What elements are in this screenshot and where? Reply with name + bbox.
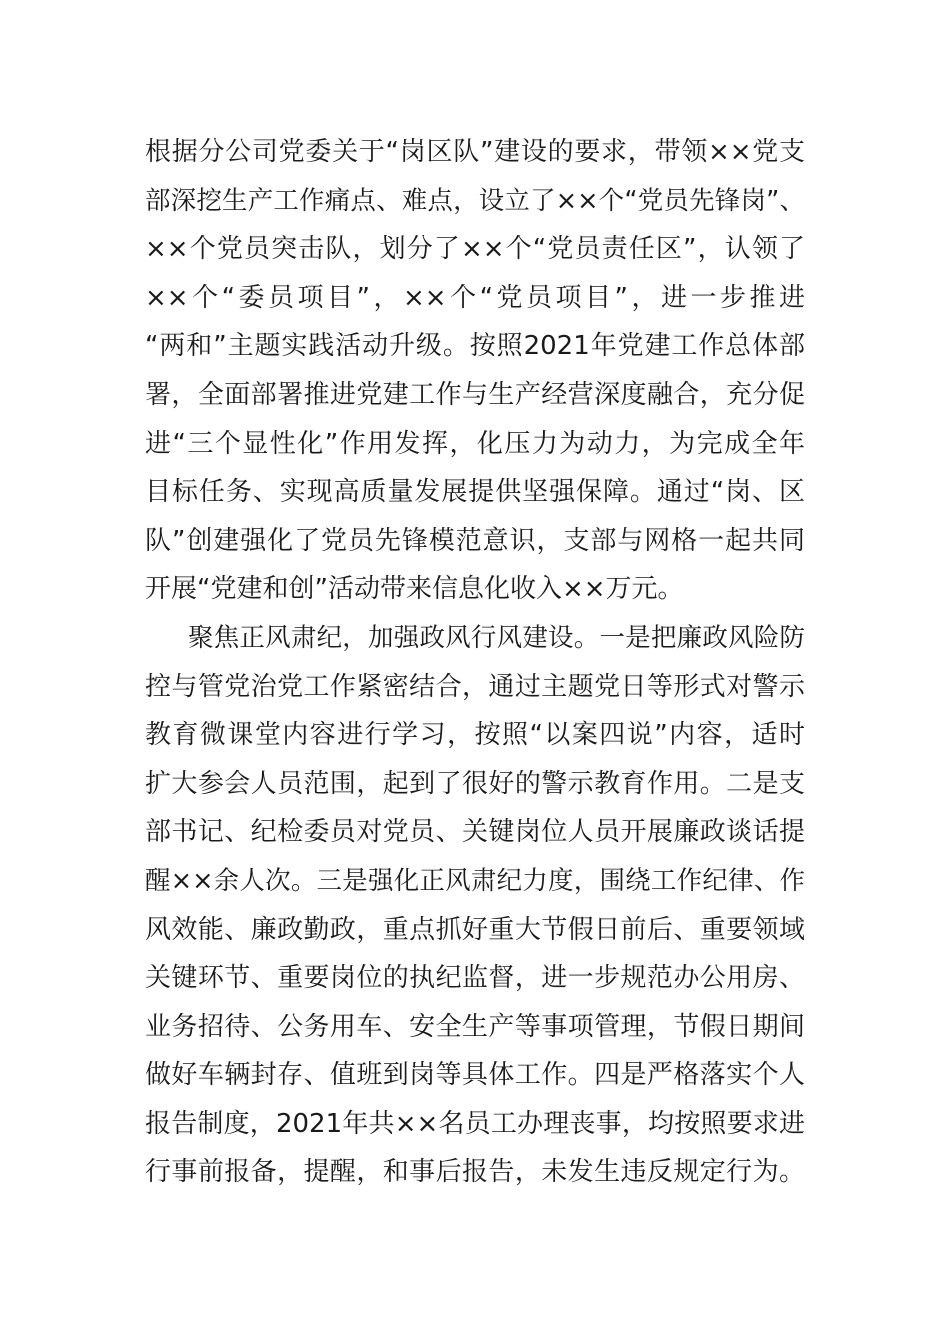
paragraph-line: 报告制度，2021年共××名员工办理丧事，均按照要求进	[145, 1108, 805, 1139]
paragraph-line: 业务招待、公务用车、安全生产等事项管理，节假日期间	[145, 1011, 805, 1042]
paragraph-line: 控与管党治党工作紧密结合，通过主题党日等形式对警示	[145, 671, 805, 702]
paragraph-line: 关键环节、重要岗位的执纪监督，进一步规范办公用房、	[145, 963, 805, 994]
paragraph-line: 署，全面部署推进党建工作与生产经营深度融合，充分促	[145, 379, 805, 410]
paragraph-line: 风效能、廉政勤政，重点抓好重大节假日前后、重要领域	[145, 914, 805, 945]
paragraph-line: 进“三个显性化”作用发挥，化压力为动力，为完成全年	[145, 428, 805, 459]
paragraph-line: ××个“委员项目”，××个“党员项目”，进一步推进	[145, 282, 805, 313]
paragraph-line: 教育微课堂内容进行学习，按照“以案四说”内容，适时	[145, 720, 805, 751]
paragraph-line: 醒××余人次。三是强化正风肃纪力度，围绕工作纪律、作	[145, 865, 805, 896]
paragraph-line: 扩大参会人员范围，起到了很好的警示教育作用。二是支	[145, 768, 805, 799]
paragraph-line: 部书记、纪检委员对党员、关键岗位人员开展廉政谈话提	[145, 817, 805, 848]
paragraph-line: 行事前报备，提醒，和事后报告，未发生违反规定行为。	[145, 1157, 805, 1188]
paragraph-line: “两和”主题实践活动升级。按照2021年党建工作总体部	[145, 331, 805, 362]
paragraph-line: 部深挖生产工作痛点、难点，设立了××个“党员先锋岗”、	[145, 185, 805, 216]
paragraph-line: ××个党员突击队，划分了××个“党员责任区”，认领了	[145, 234, 805, 265]
paragraph-line: 队”创建强化了党员先锋模范意识，支部与网格一起共同	[145, 525, 805, 556]
paragraph-1	[145, 128, 805, 614]
paragraph-2	[145, 614, 805, 1197]
document-body	[145, 128, 805, 1197]
paragraph-line: 根据分公司党委关于“岗区队”建设的要求，带领××党支	[145, 137, 805, 167]
paragraph-line: 做好车辆封存、值班到岗等具体工作。四是严格落实个人	[145, 1060, 805, 1091]
paragraph-line: 目标任务、实现高质量发展提供坚强保障。通过“岗、区	[145, 477, 805, 508]
paragraph-line: 开展“党建和创”活动带来信息化收入××万元。	[145, 574, 684, 605]
paragraph-line: 聚焦正风肃纪，加强政风行风建设。一是把廉政风险防	[188, 622, 805, 653]
